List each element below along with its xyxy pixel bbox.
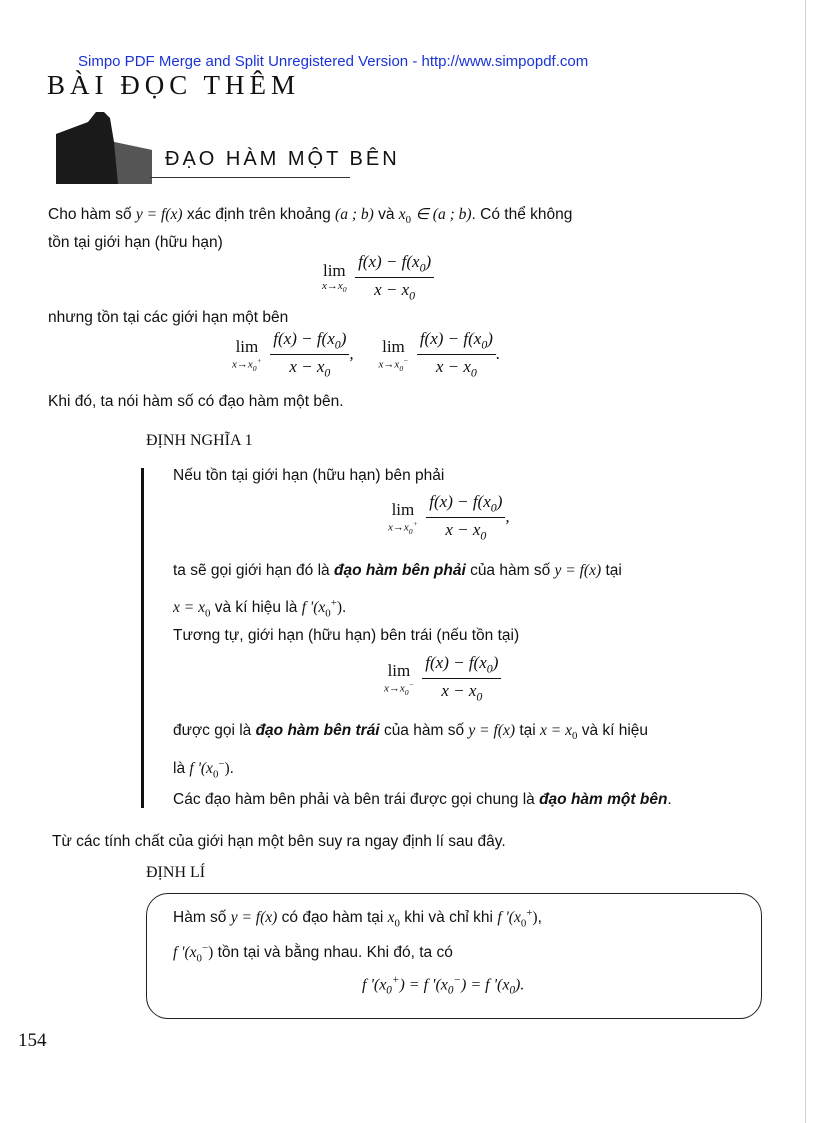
section-title: ĐẠO HÀM MỘT BÊN (165, 148, 400, 170)
definition-line-1: Nếu tồn tại giới hạn (hữu hạn) bên phải (173, 467, 445, 484)
theorem-line-1: Hàm số y = f(x) có đạo hàm tại $x_0$ khi và chỉ khi f '$(x_0^+)$, (173, 907, 542, 930)
intro-line-2: tồn tại giới hạn (hữu hạn) (48, 234, 223, 251)
page-number: 154 (18, 1030, 47, 1051)
watermark-text: Simpo PDF Merge and Split Unregistered Version - http://www.simpopdf.com (78, 53, 589, 70)
intro-line-3: nhưng tồn tại các giới hạn một bên (48, 309, 289, 326)
formula-limit-two-sided: lim $x\to x_0$ $\frac{f(x) - f(x_0)}{x - x_0}$ (322, 252, 434, 304)
section-decoration-graphic (56, 112, 152, 184)
theorem-label: ĐỊNH LÍ (146, 864, 206, 881)
definition-line-4: Tương tự, giới hạn (hữu hạn) bên trái (nếu tồn tại) (173, 627, 520, 644)
definition-line-3: $x = x_0$ và kí hiệu là f '$(x_0^+)$. (173, 597, 347, 620)
theorem-line-2: f '$(x_0^-)$ tồn tại và bằng nhau. Khi đó, ta có (173, 942, 453, 965)
definition-line-7: Các đạo hàm bên phải và bên trái được gọi chung là đạo hàm một bên. (173, 791, 672, 808)
definition-line-5: được gọi là đạo hàm bên trái của hàm số y = f(x) tại $x = x_0$ và kí hiệu (173, 722, 649, 743)
page-edge-line (805, 0, 806, 1123)
intro-line-1: Cho hàm số y = f(x) xác định trên khoảng (a ; b) và $x_0$ ∈ (a ; b). Có thể không (48, 206, 573, 227)
formula-right-limit: lim $x\to x_0^+$ $\frac{f(x) - f(x_0)}{x - x_0}$ , (388, 492, 510, 543)
formula-left-limit: lim $x\to x_0^-$ $\frac{f(x) - f(x_0)}{x - x_0}$ (384, 653, 501, 705)
formula-one-sided-limits: lim $x\to x_0^+$ $\frac{f(x) - f(x_0)}{x - x_0}$ , lim $x\to x_0^-$ $\frac{f(x) - f(x_0)}{x - x_0}$ . (232, 329, 501, 380)
bridge-sentence: Từ các tính chất của giới hạn một bên suy ra ngay định lí sau đây. (52, 833, 506, 850)
page-header-title: BÀI ĐỌC THÊM (47, 70, 301, 100)
section-underline (150, 177, 350, 178)
definition-line-2: ta sẽ gọi giới hạn đó là đạo hàm bên phải của hàm số y = f(x) tại (173, 562, 622, 579)
definition-side-bar (141, 468, 144, 808)
intro-line-4: Khi đó, ta nói hàm số có đạo hàm một bên. (48, 393, 344, 410)
definition-line-6: là f '$(x_0^-)$. (173, 758, 234, 781)
definition-label: ĐỊNH NGHĨA 1 (146, 432, 253, 449)
theorem-formula: f '$(x_0^+) = f$ '$(x_0^-) = f$ '$(x_0)$. (362, 974, 525, 997)
